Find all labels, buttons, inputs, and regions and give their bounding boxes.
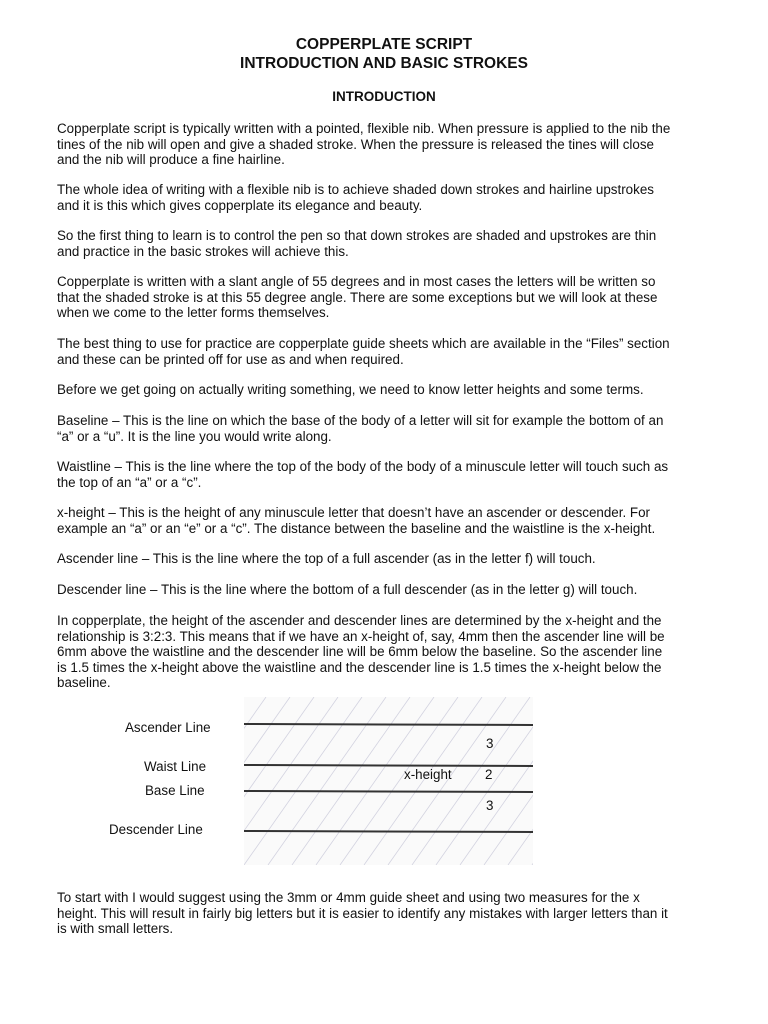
- paragraph-line: baseline.: [57, 675, 111, 691]
- paragraph-line: relationship is 3:2:3. This means that if we have an x-height of, say, 4mm then the ascender line will be: [57, 628, 665, 644]
- paragraph-line: and these can be printed off for use as and when required.: [57, 351, 404, 367]
- paragraph-line: is with small letters.: [57, 921, 174, 937]
- ascender-guide-line: [244, 724, 533, 725]
- document-title-line-2: INTRODUCTION AND BASIC STROKES: [240, 55, 528, 72]
- waist-guide-line: [244, 765, 533, 766]
- paragraph-line: 6mm above the waistline and the descender line will be 6mm below the baseline. So the ascender line: [57, 644, 663, 660]
- document-title-line-1: COPPERPLATE SCRIPT: [295, 36, 473, 53]
- base-line-label: Base Line: [145, 783, 205, 798]
- paragraph-line: In copperplate, the height of the ascender and descender lines are determined by the x-height and the: [57, 613, 662, 628]
- paragraph-line: that the shaded stroke is at this 55 degree angle. There are some exceptions but we will look at these: [57, 289, 658, 305]
- paragraph-line: The whole idea of writing with a flexible nib is to achieve shaded down strokes and hairline upstrokes: [57, 182, 654, 197]
- paragraph-line: Copperplate is written with a slant angle of 55 degrees and in most cases the letters will be written so: [57, 274, 656, 289]
- waist-line-label: Waist Line: [144, 759, 207, 774]
- paragraph-line: and it is this which gives copperplate its elegance and beauty.: [57, 197, 423, 213]
- lower-ratio-label: 3: [486, 798, 494, 813]
- paragraph-line: “a” or a “u”. It is the line you would write along.: [57, 428, 332, 444]
- paragraph-line: So the first thing to learn is to control the pen so that down strokes are shaded and upstrokes are thin: [57, 228, 657, 243]
- descender-guide-line: [244, 831, 533, 832]
- paragraph-line: and the nib will produce a fine hairline.: [57, 152, 285, 168]
- paragraph-line: To start with I would suggest using the 3mm or 4mm guide sheet and using two measures for the x: [57, 890, 640, 905]
- upper-ratio-label: 3: [486, 736, 494, 751]
- paragraph-line: Ascender line – This is the line where the top of a full ascender (as in the letter f) will touch.: [57, 551, 596, 566]
- paragraph-line: when we come to the letter forms themselves.: [57, 305, 330, 321]
- paragraph-line: Copperplate script is typically written with a pointed, flexible nib. When pressure is applied to the nib the: [57, 121, 671, 136]
- paragraph-line: Waistline – This is the line where the top of the body of the body of a minuscule letter will touch such as: [57, 459, 669, 474]
- x-height-label: x-height: [404, 767, 452, 782]
- paragraph-line: Baseline – This is the line on which the base of the body of a letter will sit for example the bottom of an: [57, 413, 664, 428]
- paragraph-line: is 1.5 times the x-height above the waistline and the descender line is 1.5 times the x-height below the: [57, 659, 662, 675]
- middle-ratio-label: 2: [485, 767, 493, 782]
- paragraph-line: Descender line – This is the line where the bottom of a full descender (as in the letter g) will touch.: [57, 582, 638, 597]
- section-heading: INTRODUCTION: [332, 89, 436, 104]
- paragraph-line: the top of an “a” or a “c”.: [57, 474, 202, 490]
- base-guide-line: [244, 791, 533, 792]
- paragraph-line: x-height – This is the height of any minuscule letter that doesn’t have an ascender or descender. For: [57, 505, 651, 520]
- paragraph-line: Before we get going on actually writing something, we need to know letter heights and some terms.: [57, 382, 644, 397]
- paragraph-line: and practice in the basic strokes will achieve this.: [57, 243, 349, 259]
- paragraph-line: height. This will result in fairly big letters but it is easier to identify any mistakes with larger letters than it: [57, 905, 668, 921]
- paragraph-line: tines of the nib will open and give a shaded stroke. When the pressure is released the tines will close: [57, 136, 654, 152]
- paragraph-closing-advice: [57, 890, 717, 937]
- descender-line-label: Descender Line: [109, 822, 203, 837]
- paragraph-line: The best thing to use for practice are copperplate guide sheets which are available in the “Files” section: [57, 336, 670, 351]
- paragraph-line: example an “a” or an “e” or a “c”. The distance between the baseline and the waistline is the x-height.: [57, 520, 656, 536]
- ascender-line-label: Ascender Line: [125, 720, 211, 735]
